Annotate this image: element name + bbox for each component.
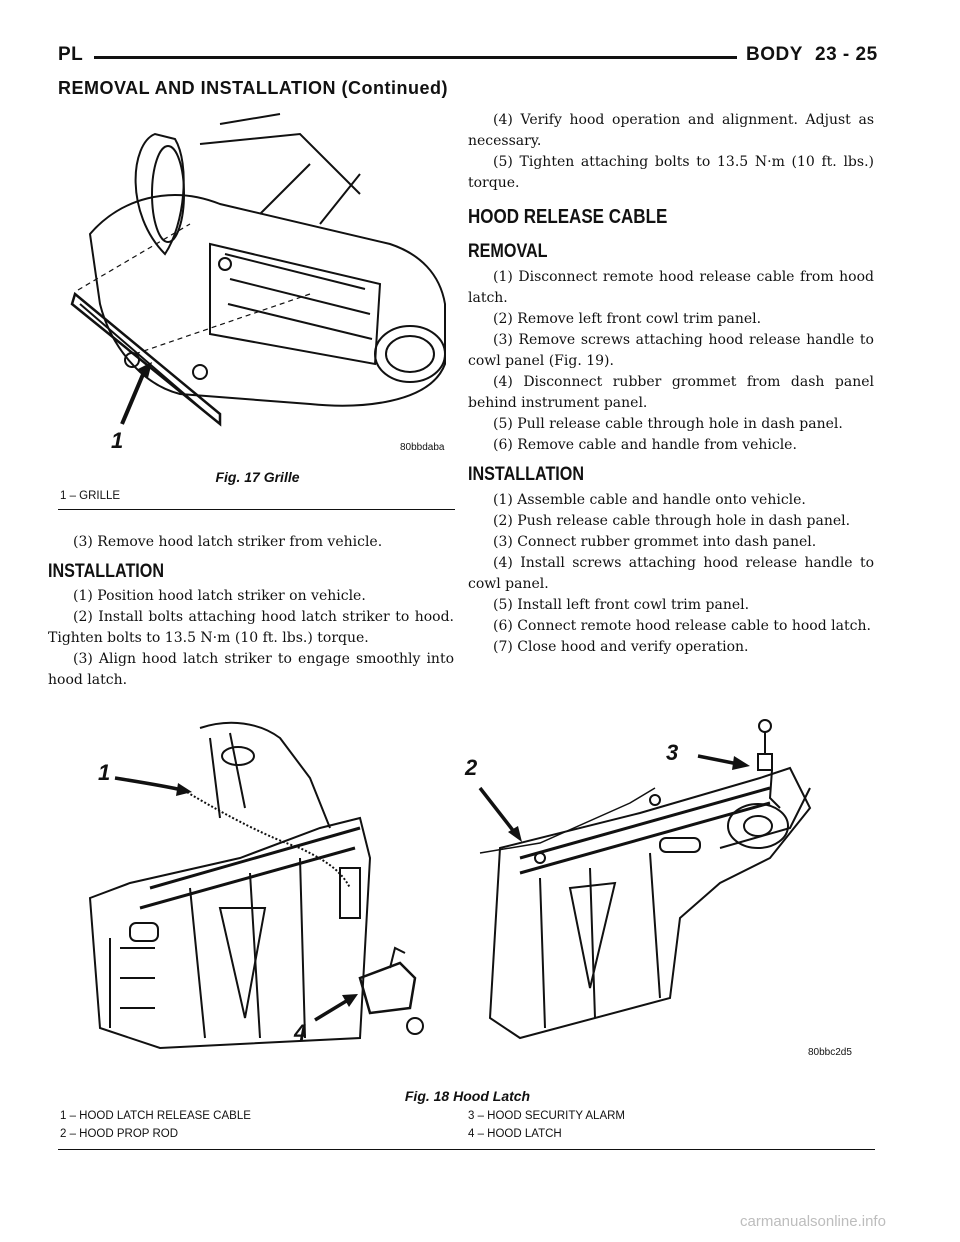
fig18-code: 80bbc2d5: [808, 1047, 852, 1058]
installation-step-7: (7) Close hood and verify operation.: [493, 639, 749, 655]
installation-step-6: (6) Connect remote hood release cable to hood latch.: [493, 618, 871, 634]
installation-step-3: (3) Connect rubber grommet into dash panel.: [493, 534, 817, 550]
hood-latch-illustration: [70, 708, 890, 1078]
watermark: carmanualsonline.info: [740, 1213, 886, 1230]
installation-step-1: (1) Assemble cable and handle onto vehicle.: [493, 492, 806, 508]
removal-step-6: (6) Remove cable and handle from vehicle.: [493, 437, 797, 453]
left-paragraph-1: (3) Remove hood latch striker from vehicle.: [73, 534, 383, 550]
removal-step-4: (4) Disconnect rubber grommet from dash panel behind instrument panel.: [468, 374, 874, 411]
left-column: [48, 532, 454, 691]
fig18-callout-1: 1: [98, 760, 111, 785]
installation-step-2: (2) Push release cable through hole in dash panel.: [493, 513, 851, 529]
fig17-legend: 1 – GRILLE: [60, 490, 121, 502]
fig18-caption: Fig. 18 Hood Latch: [404, 1088, 531, 1104]
hood-release-cable-heading: HOOD RELEASE CABLE: [468, 206, 668, 228]
fig18-legend-4: 4 – HOOD LATCH: [468, 1128, 562, 1140]
fig18-callout-2: 2: [465, 755, 478, 780]
fig18-legend-1: 1 – HOOD LATCH RELEASE CABLE: [60, 1110, 251, 1122]
header-section: BODY: [746, 44, 803, 65]
fig17-callout-1: 1: [111, 428, 124, 453]
fig18-callout-4: 4: [294, 1020, 307, 1045]
fig17-code: 80bbdaba: [400, 442, 445, 453]
removal-step-3: (3) Remove screws attaching hood release handle to cowl panel (Fig. 19).: [468, 332, 874, 369]
grille-illustration: [60, 104, 460, 464]
header-model: PL: [58, 44, 84, 65]
fig18-legend-2: 2 – HOOD PROP ROD: [60, 1128, 179, 1140]
fig17-caption: Fig. 17 Grille: [215, 469, 300, 485]
right-column: [468, 110, 874, 658]
removal-step-2: (2) Remove left front cowl trim panel.: [493, 311, 762, 327]
left-installation-heading: INSTALLATION: [48, 561, 165, 582]
left-paragraph-3: (2) Install bolts attaching hood latch striker to hood. Tighten bolts to 13.5 N·m (10 ft. lbs.) torque.: [48, 609, 454, 646]
fig18-callout-3: 3: [666, 740, 679, 765]
page-subtitle: REMOVAL AND INSTALLATION (Continued): [58, 78, 448, 98]
removal-step-1: (1) Disconnect remote hood release cable from hood latch.: [468, 269, 874, 306]
installation-heading: INSTALLATION: [468, 464, 585, 485]
left-paragraph-4: (3) Align hood latch striker to engage smoothly into hood latch.: [48, 651, 454, 688]
right-paragraph-2: (5) Tighten attaching bolts to 13.5 N·m (10 ft. lbs.) torque.: [468, 154, 874, 191]
fig18-rule: [58, 1149, 875, 1150]
installation-step-4: (4) Install screws attaching hood release handle to cowl panel.: [468, 555, 874, 592]
removal-step-5: (5) Pull release cable through hole in dash panel.: [493, 416, 843, 432]
header-rule: [94, 56, 737, 59]
left-paragraph-2: (1) Position hood latch striker on vehicle.: [73, 588, 366, 604]
fig17-rule: [58, 509, 455, 510]
header-page-number: 23 - 25: [815, 44, 878, 65]
installation-step-5: (5) Install left front cowl trim panel.: [493, 597, 750, 613]
fig18-legend-3: 3 – HOOD SECURITY ALARM: [468, 1110, 625, 1122]
right-paragraph-1: (4) Verify hood operation and alignment. Adjust as necessary.: [468, 112, 874, 149]
removal-heading: REMOVAL: [468, 241, 548, 262]
